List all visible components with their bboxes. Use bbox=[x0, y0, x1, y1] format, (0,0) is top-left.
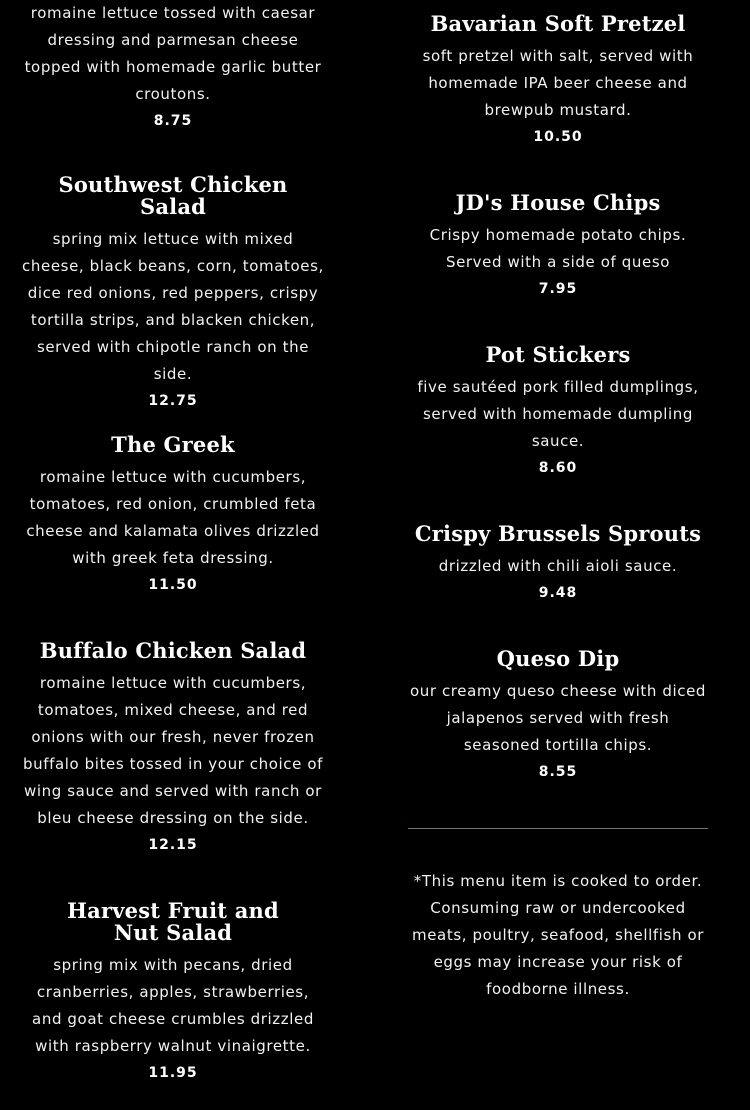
menu-item-price: 8.55 bbox=[538, 764, 578, 780]
menu-item-description: romaine lettuce with cucumbers, tomatoes, red onion, crumbled feta cheese and kalamata olives drizzled with greek feta dressing. bbox=[26, 468, 320, 567]
menu-item-price: 11.95 bbox=[148, 1065, 198, 1081]
menu-item-description: drizzled with chili aioli sauce. bbox=[438, 557, 678, 575]
menu-item-description: five sautéed pork filled dumplings, served with homemade dumpling sauce. bbox=[417, 378, 699, 450]
menu-item-title: Southwest Chicken Salad bbox=[58, 172, 288, 219]
food-safety-footnote: *This menu item is cooked to order. Consuming raw or undercooked meats, poultry, seafood, shellfish or eggs may increase your risk of foodborne illness. bbox=[412, 872, 704, 998]
menu-item-southwest-chicken-salad bbox=[22, 174, 324, 415]
menu-item-crispy-brussels-sprouts bbox=[408, 523, 708, 607]
section-divider bbox=[408, 828, 708, 829]
menu-item-price: 7.95 bbox=[538, 281, 578, 297]
menu-item-title: Buffalo Chicken Salad bbox=[39, 638, 307, 663]
menu-item-the-greek bbox=[22, 434, 324, 599]
menu-item-description: romaine lettuce with cucumbers, tomatoes, mixed cheese, and red onions with our fresh, never frozen buffalo bites tossed in your choice of wing sauce and served with ranch or bleu cheese dressing on the side. bbox=[22, 674, 324, 827]
menu-item-description: romaine lettuce tossed with caesar dressing and parmesan cheese topped with homemade garlic butter croutons. bbox=[24, 4, 322, 103]
menu-item-title: Crispy Brussels Sprouts bbox=[414, 521, 702, 546]
menu-item-buffalo-chicken-salad bbox=[22, 640, 324, 859]
menu-item-harvest-fruit-nut-salad bbox=[22, 900, 324, 1087]
menu-item-queso-dip bbox=[408, 648, 708, 786]
menu-item-description: spring mix with pecans, dried cranberries, apples, strawberries, and goat cheese crumbles drizzled with raspberry walnut vinaigrette. bbox=[32, 956, 314, 1055]
menu-item-description: spring mix lettuce with mixed cheese, black beans, corn, tomatoes, dice red onions, red peppers, crispy tortilla strips, and blacken chicken, served with chipotle ranch on the side. bbox=[22, 230, 324, 383]
menu-item-description: our creamy queso cheese with diced jalapenos served with fresh seasoned tortilla chips. bbox=[409, 682, 707, 754]
menu-item-bavarian-soft-pretzel bbox=[408, 13, 708, 151]
menu-item-price: 10.50 bbox=[533, 129, 583, 145]
menu-item-title: Bavarian Soft Pretzel bbox=[430, 11, 686, 36]
menu-item-jds-house-chips bbox=[408, 192, 708, 303]
menu-item-price: 8.60 bbox=[538, 460, 578, 476]
menu-item-caesar-salad bbox=[22, 0, 324, 135]
menu-item-description: soft pretzel with salt, served with homemade IPA beer cheese and brewpub mustard. bbox=[422, 47, 694, 119]
menu-item-price: 9.48 bbox=[538, 585, 578, 601]
menu-item-price: 11.50 bbox=[148, 577, 198, 593]
menu-item-title: Harvest Fruit and Nut Salad bbox=[67, 898, 279, 945]
menu-item-price: 8.75 bbox=[153, 113, 193, 129]
menu-item-title: Queso Dip bbox=[496, 646, 620, 671]
menu-item-price: 12.75 bbox=[148, 393, 198, 409]
menu-item-title: The Greek bbox=[111, 432, 235, 457]
menu-item-title: JD's House Chips bbox=[455, 190, 661, 215]
menu-item-title: Pot Stickers bbox=[485, 342, 631, 367]
menu-item-pot-stickers bbox=[408, 344, 708, 482]
menu-item-price: 12.15 bbox=[148, 837, 198, 853]
menu-item-description: Crispy homemade potato chips. Served with a side of queso bbox=[429, 226, 687, 271]
